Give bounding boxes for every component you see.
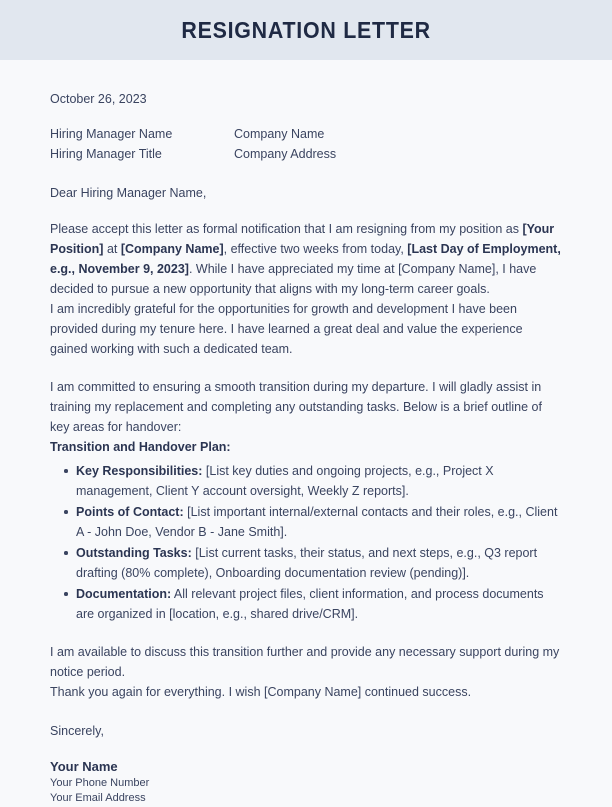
company-address: Company Address: [234, 146, 337, 161]
handover-plan-heading: Transition and Handover Plan:: [50, 440, 231, 455]
recipient-column-left: [50, 125, 234, 164]
paragraph-gratitude: I am incredibly grateful for the opportunities for growth and development I have been provided during my tenure here. I have learned a great deal and value the experience gained working with such a dedicated team.: [50, 302, 523, 357]
paragraph-availability: I am available to discuss this transition further and provide any necessary support during my notice period.: [50, 645, 560, 680]
paragraph-1-part-2: at: [103, 242, 121, 257]
recipient-column-right: [234, 125, 562, 164]
placeholder-your-position: [Your Position]: [50, 222, 555, 257]
list-item: [50, 584, 562, 624]
list-item-label: Key Responsibilities:: [76, 464, 203, 479]
recipient-block: [50, 125, 562, 164]
signer-email: Your Email Address: [50, 792, 146, 805]
recipient-name: Hiring Manager Name: [50, 127, 173, 142]
company-name: Company Name: [234, 127, 325, 142]
page-title: RESIGNATION LETTER: [181, 16, 431, 43]
placeholder-company-name: [Company Name]: [120, 242, 224, 257]
paragraph-transition-commitment: I am committed to ensuring a smooth transition during my departure. I will gladly assist in training my replacement and completing any outstanding tasks. Below is a brief outline of key areas for handover:: [50, 380, 542, 435]
list-item-label: Points of Contact:: [76, 505, 184, 520]
list-item: [50, 502, 562, 542]
paragraph-thanks: Thank you again for everything. I wish [Company Name] continued success.: [50, 685, 472, 700]
closing-salutation: Sincerely,: [50, 724, 104, 739]
closing-block: [50, 721, 562, 807]
letter-date: October 26, 2023: [50, 92, 147, 106]
recipient-title: Hiring Manager Title: [50, 146, 162, 161]
list-item: [50, 461, 562, 501]
salutation: Dear Hiring Manager Name,: [50, 186, 207, 200]
list-item-text: All relevant project files, client information, and process documents are organized in [location, e.g., shared drive/CRM].: [76, 587, 544, 622]
handover-list: [50, 461, 562, 624]
list-item-text: [List key duties and ongoing projects, e.g., Project X management, Client Y account oversight, Weekly Z reports].: [76, 464, 494, 499]
paragraph-1-part-4: . While I have appreciated my time at [Company Name], I have decided to pursue a new opportunity that aligns with my long-term career goals.: [50, 262, 537, 297]
list-item-text: [List current tasks, their status, and next steps, e.g., Q3 report drafting (80% complete), Onboarding documentation review (pending)].: [76, 546, 538, 581]
document-header-band: [0, 0, 612, 60]
paragraph-1-part-3: , effective two weeks from today,: [223, 242, 408, 257]
letter-body: [0, 91, 612, 807]
paragraph-resignation-notice: [50, 219, 562, 299]
list-item-label: Documentation:: [76, 587, 172, 602]
list-item-label: Outstanding Tasks:: [76, 546, 192, 561]
list-item: [50, 543, 562, 583]
signer-name: Your Name: [50, 759, 118, 775]
list-item-text: [List important internal/external contacts and their roles, e.g., Client A - John Doe, Vendor B - Jane Smith].: [76, 505, 558, 540]
paragraph-1-part-1: Please accept this letter as formal notification that I am resigning from my position as: [50, 222, 523, 237]
signer-phone: Your Phone Number: [50, 776, 150, 789]
placeholder-last-day: [Last Day of Employment, e.g., November 9, 2023]: [50, 242, 561, 277]
